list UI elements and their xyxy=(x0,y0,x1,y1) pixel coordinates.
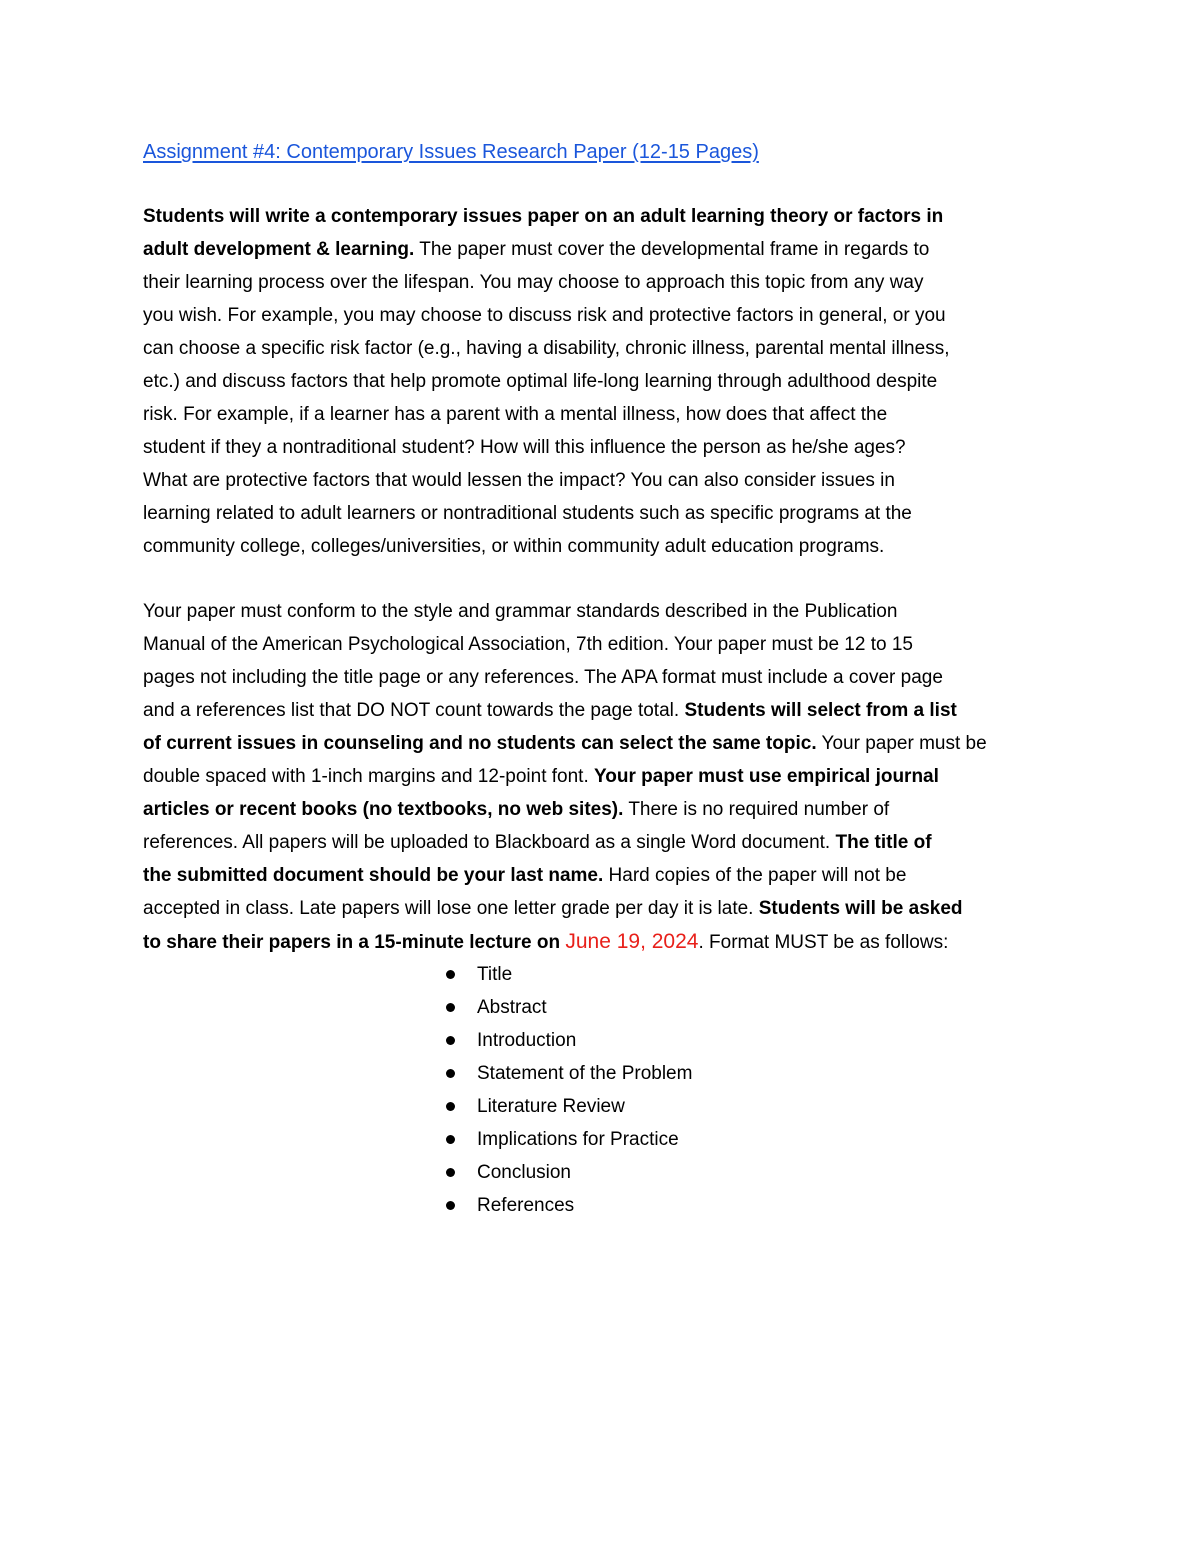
format-list-item xyxy=(440,1123,692,1156)
format-list xyxy=(440,958,692,1222)
format-item-label: Implications for Practice xyxy=(477,1129,679,1150)
plain-text: There is no required number of xyxy=(623,799,890,820)
text-line xyxy=(143,892,1073,925)
format-list-item xyxy=(440,1090,692,1123)
bold-text: Your paper must use empirical journal xyxy=(594,766,939,787)
plain-text: The paper must cover the developmental frame in regards to xyxy=(414,239,930,260)
text-line xyxy=(143,200,1073,233)
format-list-item xyxy=(440,1189,692,1222)
text-line: you wish. For example, you may choose to discuss risk and protective factors in general, or you xyxy=(143,305,946,326)
text-line: risk. For example, if a learner has a parent with a mental illness, how does that affect the xyxy=(143,404,888,425)
plain-text: references. All papers will be uploaded to Blackboard as a single Word document. xyxy=(143,832,836,853)
text-line: What are protective factors that would lessen the impact? You can also consider issues in xyxy=(143,470,895,491)
format-list-item xyxy=(440,1156,692,1189)
format-item-label: Statement of the Problem xyxy=(477,1063,693,1084)
format-list-item xyxy=(440,1024,692,1057)
plain-text: . Format MUST be as follows: xyxy=(698,932,949,953)
plain-text: Hard copies of the paper will not be xyxy=(603,865,907,886)
text-line: pages not including the title page or any references. The APA format must include a cover page xyxy=(143,667,943,688)
format-list-item xyxy=(440,991,692,1024)
text-line xyxy=(143,826,1073,859)
text-line: Your paper must conform to the style and grammar standards described in the Publication xyxy=(143,601,898,622)
format-item-label: References xyxy=(477,1195,575,1216)
format-item-label: Title xyxy=(477,964,513,985)
text-line xyxy=(143,925,1073,959)
text-line: Manual of the American Psychological Association, 7th edition. Your paper must be 12 to 15 xyxy=(143,634,913,655)
bold-text: Students will write a contemporary issues paper on an adult learning theory or factors in xyxy=(143,206,944,227)
format-list-item xyxy=(440,958,692,991)
plain-text: double spaced with 1-inch margins and 12-point font. xyxy=(143,766,594,787)
format-item-label: Conclusion xyxy=(477,1162,571,1183)
bold-text: The title of xyxy=(835,832,932,853)
format-list-item xyxy=(440,1057,692,1090)
bullet-icon xyxy=(446,1201,455,1210)
text-line: etc.) and discuss factors that help promote optimal life-long learning through adulthood despite xyxy=(143,371,938,392)
text-line xyxy=(143,694,1073,727)
description-paragraph xyxy=(143,200,1073,563)
bold-text: Students will be asked xyxy=(758,898,963,919)
bold-text: adult development & learning. xyxy=(143,239,415,260)
assignment-title-link[interactable]: Assignment #4: Contemporary Issues Research Paper (12-15 Pages) xyxy=(143,141,759,163)
text-line: learning related to adult learners or nontraditional students such as specific programs at the xyxy=(143,503,912,524)
bold-text: the submitted document should be your last name. xyxy=(143,865,604,886)
text-line xyxy=(143,727,1073,760)
text-line: student if they a nontraditional student? How will this influence the person as he/she ages? xyxy=(143,437,906,458)
text-line xyxy=(143,793,1073,826)
bullet-icon xyxy=(446,970,455,979)
bold-text: articles or recent books (no textbooks, no web sites). xyxy=(143,799,624,820)
text-line: can choose a specific risk factor (e.g., having a disability, chronic illness, parental mental illness, xyxy=(143,338,950,359)
format-item-label: Abstract xyxy=(477,997,547,1018)
text-line xyxy=(143,859,1073,892)
bullet-icon xyxy=(446,1036,455,1045)
due-date: June 19, 2024 xyxy=(565,930,699,953)
format-item-label: Introduction xyxy=(477,1030,577,1051)
bold-text: to share their papers in a 15-minute lecture on xyxy=(143,932,566,953)
text-line: their learning process over the lifespan. You may choose to approach this topic from any way xyxy=(143,272,924,293)
requirements-paragraph xyxy=(143,595,1073,959)
text-line: community college, colleges/universities, or within community adult education programs. xyxy=(143,536,885,557)
text-line xyxy=(143,233,1073,266)
format-item-label: Literature Review xyxy=(477,1096,625,1117)
plain-text: accepted in class. Late papers will lose one letter grade per day it is late. xyxy=(143,898,759,919)
bullet-icon xyxy=(446,1069,455,1078)
plain-text: Your paper must be xyxy=(816,733,987,754)
bullet-icon xyxy=(446,1003,455,1012)
bold-text: Students will select from a list xyxy=(684,700,957,721)
bullet-icon xyxy=(446,1102,455,1111)
bullet-icon xyxy=(446,1168,455,1177)
bold-text: of current issues in counseling and no students can select the same topic. xyxy=(143,733,817,754)
plain-text: and a references list that DO NOT count towards the page total. xyxy=(143,700,685,721)
text-line xyxy=(143,760,1073,793)
bullet-icon xyxy=(446,1135,455,1144)
